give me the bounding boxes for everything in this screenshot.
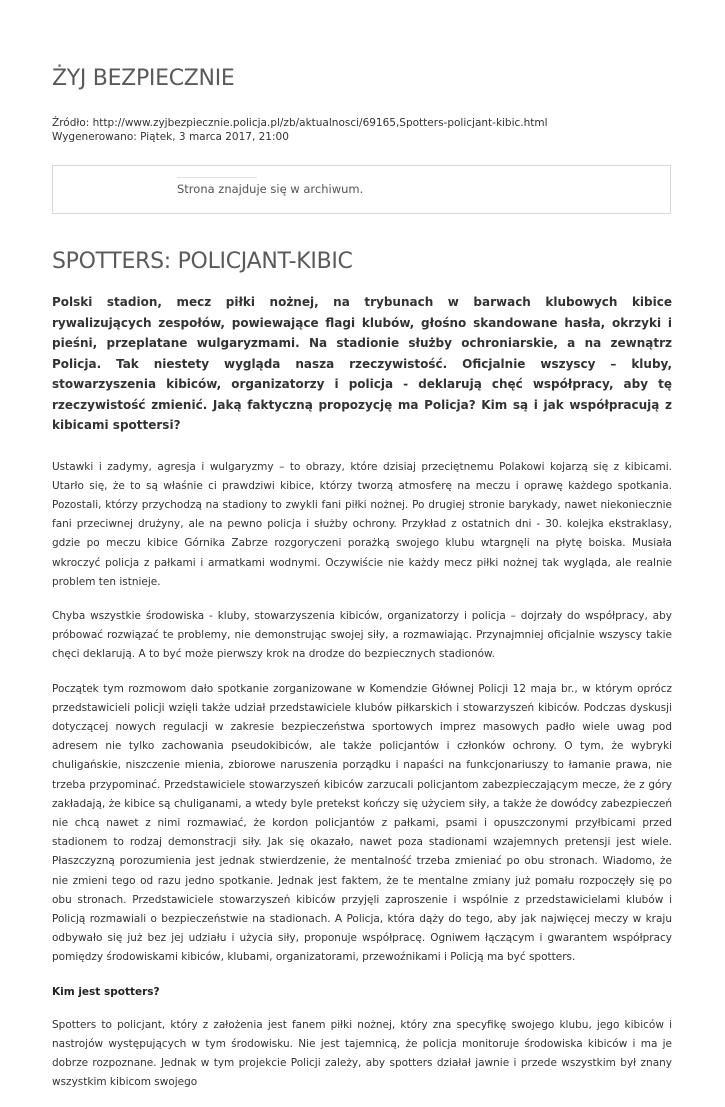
article-paragraph: Ustawki i zadymy, agresja i wulgaryzmy – to obrazy, które dzisiaj przeciętnemu Polakowi kojarzą się z kibicami. Utarło się, że to są właśnie ci prawdziwi kibice, którzy tworzą atmosferę na meczu i oprawę każdego spotkania. Pozostali, którzy przychodzą na stadiony to zwykli fani piłki nożnej. Po drugiej stronie barykady, nawet niekoniecznie fani przeciwnej drużyny, ale na pewno policja i służby ochrony. Przykład z ostatnich dni - 30. kolejka ekstraklasy, gdzie po meczu kibice Górnika Zabrze rozgoryczeni porażką swojego klubu wtargnęli na płytę boiska. Musiała wkroczyć policja z pałkami i armatkami wodnymi. Oczywiście nie każdy mecz piłki nożnej tak wygląda, ale realnie problem ten istnieje.	[52, 460, 672, 588]
site-title: ŻYJ BEZPIECZNIE	[52, 66, 235, 91]
article-title: SPOTTERS: POLICJANT-KIBIC	[52, 249, 353, 274]
article-lead: Polski stadion, mecz piłki nożnej, na trybunach w barwach klubowych kibice rywalizujących zespołów, powiewające flagi klubów, głośno skandowane hasła, okrzyki i pieśni, przeplatane wulgaryzmami. Na stadionie służby ochroniarskie, a na zewnątrz Policja. Tak niestety wygląda nasza rzeczywistość. Oficjalnie wszyscy – kluby, stowarzyszenia kibiców, organizatorzy i policja - deklarują chęć współpracy, aby tę rzeczywistość zmienić. Jaką faktyczną propozycję ma Policja? Kim są i jak współpracują z kibicami spottersi?	[52, 295, 672, 432]
document-meta	[52, 116, 548, 144]
generated-date-line: Wygenerowano: Piątek, 3 marca 2017, 21:00	[52, 131, 289, 143]
source-url-line: Źródło: http://www.zyjbezpiecznie.policja.pl/zb/aktualnosci/69165,Spotters-policjant-kibic.html	[52, 117, 548, 129]
archive-notice-divider	[177, 177, 257, 178]
archive-notice-box	[52, 165, 671, 214]
article-body	[52, 292, 672, 1107]
section-heading: Kim jest spotters?	[52, 985, 160, 998]
article-paragraph: Spotters to policjant, który z założenia jest fanem piłki nożnej, który zna specyfikę swojego klubu, jego kibiców i nastrojów występujących w tym środowisku. Nie jest tajemnicą, że policja monitoruje środowiska kibiców i ma je dobrze rozpoznane. Jednak w tym projekcie Policji zależy, aby spotters działał jawnie i przede wszystkim był znany wszystkim kibicom swojego	[52, 1018, 672, 1089]
article-paragraph: Początek tym rozmowom dało spotkanie zorganizowane w Komendzie Głównej Policji 12 maja br., w którym oprócz przedstawicieli policji wzięli także udział przedstawiciele klubów piłkarskich i stowarzyszeń kibiców. Podczas dyskusji dotyczącej nowych regulacji w zakresie bezpieczeństwa sportowych imprez masowych padło wiele uwag pod adresem nie tylko zachowania pseudokibiców, ale także policjantów i członków ochrony. O tym, że wybryki chuligańskie, niszczenie mienia, zbiorowe naruszenia porządku i napaści na funkcjonariuszy to łamanie prawa, nie trzeba przypominać. Przedstawiciele stowarzyszeń kibiców zarzucali policjantom zabezpieczającym mecze, że z góry zakładają, że kibice są chuliganami, a wtedy byle pretekst kończy się użyciem siły, a także że dowódcy zabezpieczeń nie chcą nawet z nimi rozmawiać, że kordon policjantów z pałkami, psami i opuszczonymi przyłbicami przed stadionem to rodzaj demonstracji siły. Jak się okazało, nawet poza stadionami wzajemnych pretensji jest wiele. Płaszczyzną porozumienia jest jednak stwierdzenie, że mentalność trzeba zmieniać po obu stronach. Wiadomo, że nie zmieni tego od razu jedno spotkanie. Jednak jest faktem, że te mentalne zmiany już pomału rozpoczęły się po obu stronach. Przedstawiciele stowarzyszeń kibiców przyjęli zaproszenie i wspólnie z przedstawicielami klubów i Policją rozmawiali o bezpieczeństwie na stadionach. A Policja, która dąży do tego, aby jak najwięcej meczy w kraju odbywało się już bez jej udziału i użycia siły, proponuje współpracę. Ogniwem łączącym i gwarantem współpracy pomiędzy środowiskami kibiców, klubami, organizatorami, przewoźnikami i Policją ma być spotters.	[52, 682, 672, 964]
article-paragraph: Chyba wszystkie środowiska - kluby, stowarzyszenia kibiców, organizatorzy i policja – dojrzały do współpracy, aby próbować rozwiązać te problemy, nie demonstrując swojej siły, a rozmawiając. Przynajmniej oficjalnie wszyscy takie chęci deklarują. A to być może pierwszy krok na drodze do bezpiecznych stadionów.	[52, 609, 672, 661]
archive-notice-text: Strona znajduje się w archiwum.	[177, 182, 364, 196]
